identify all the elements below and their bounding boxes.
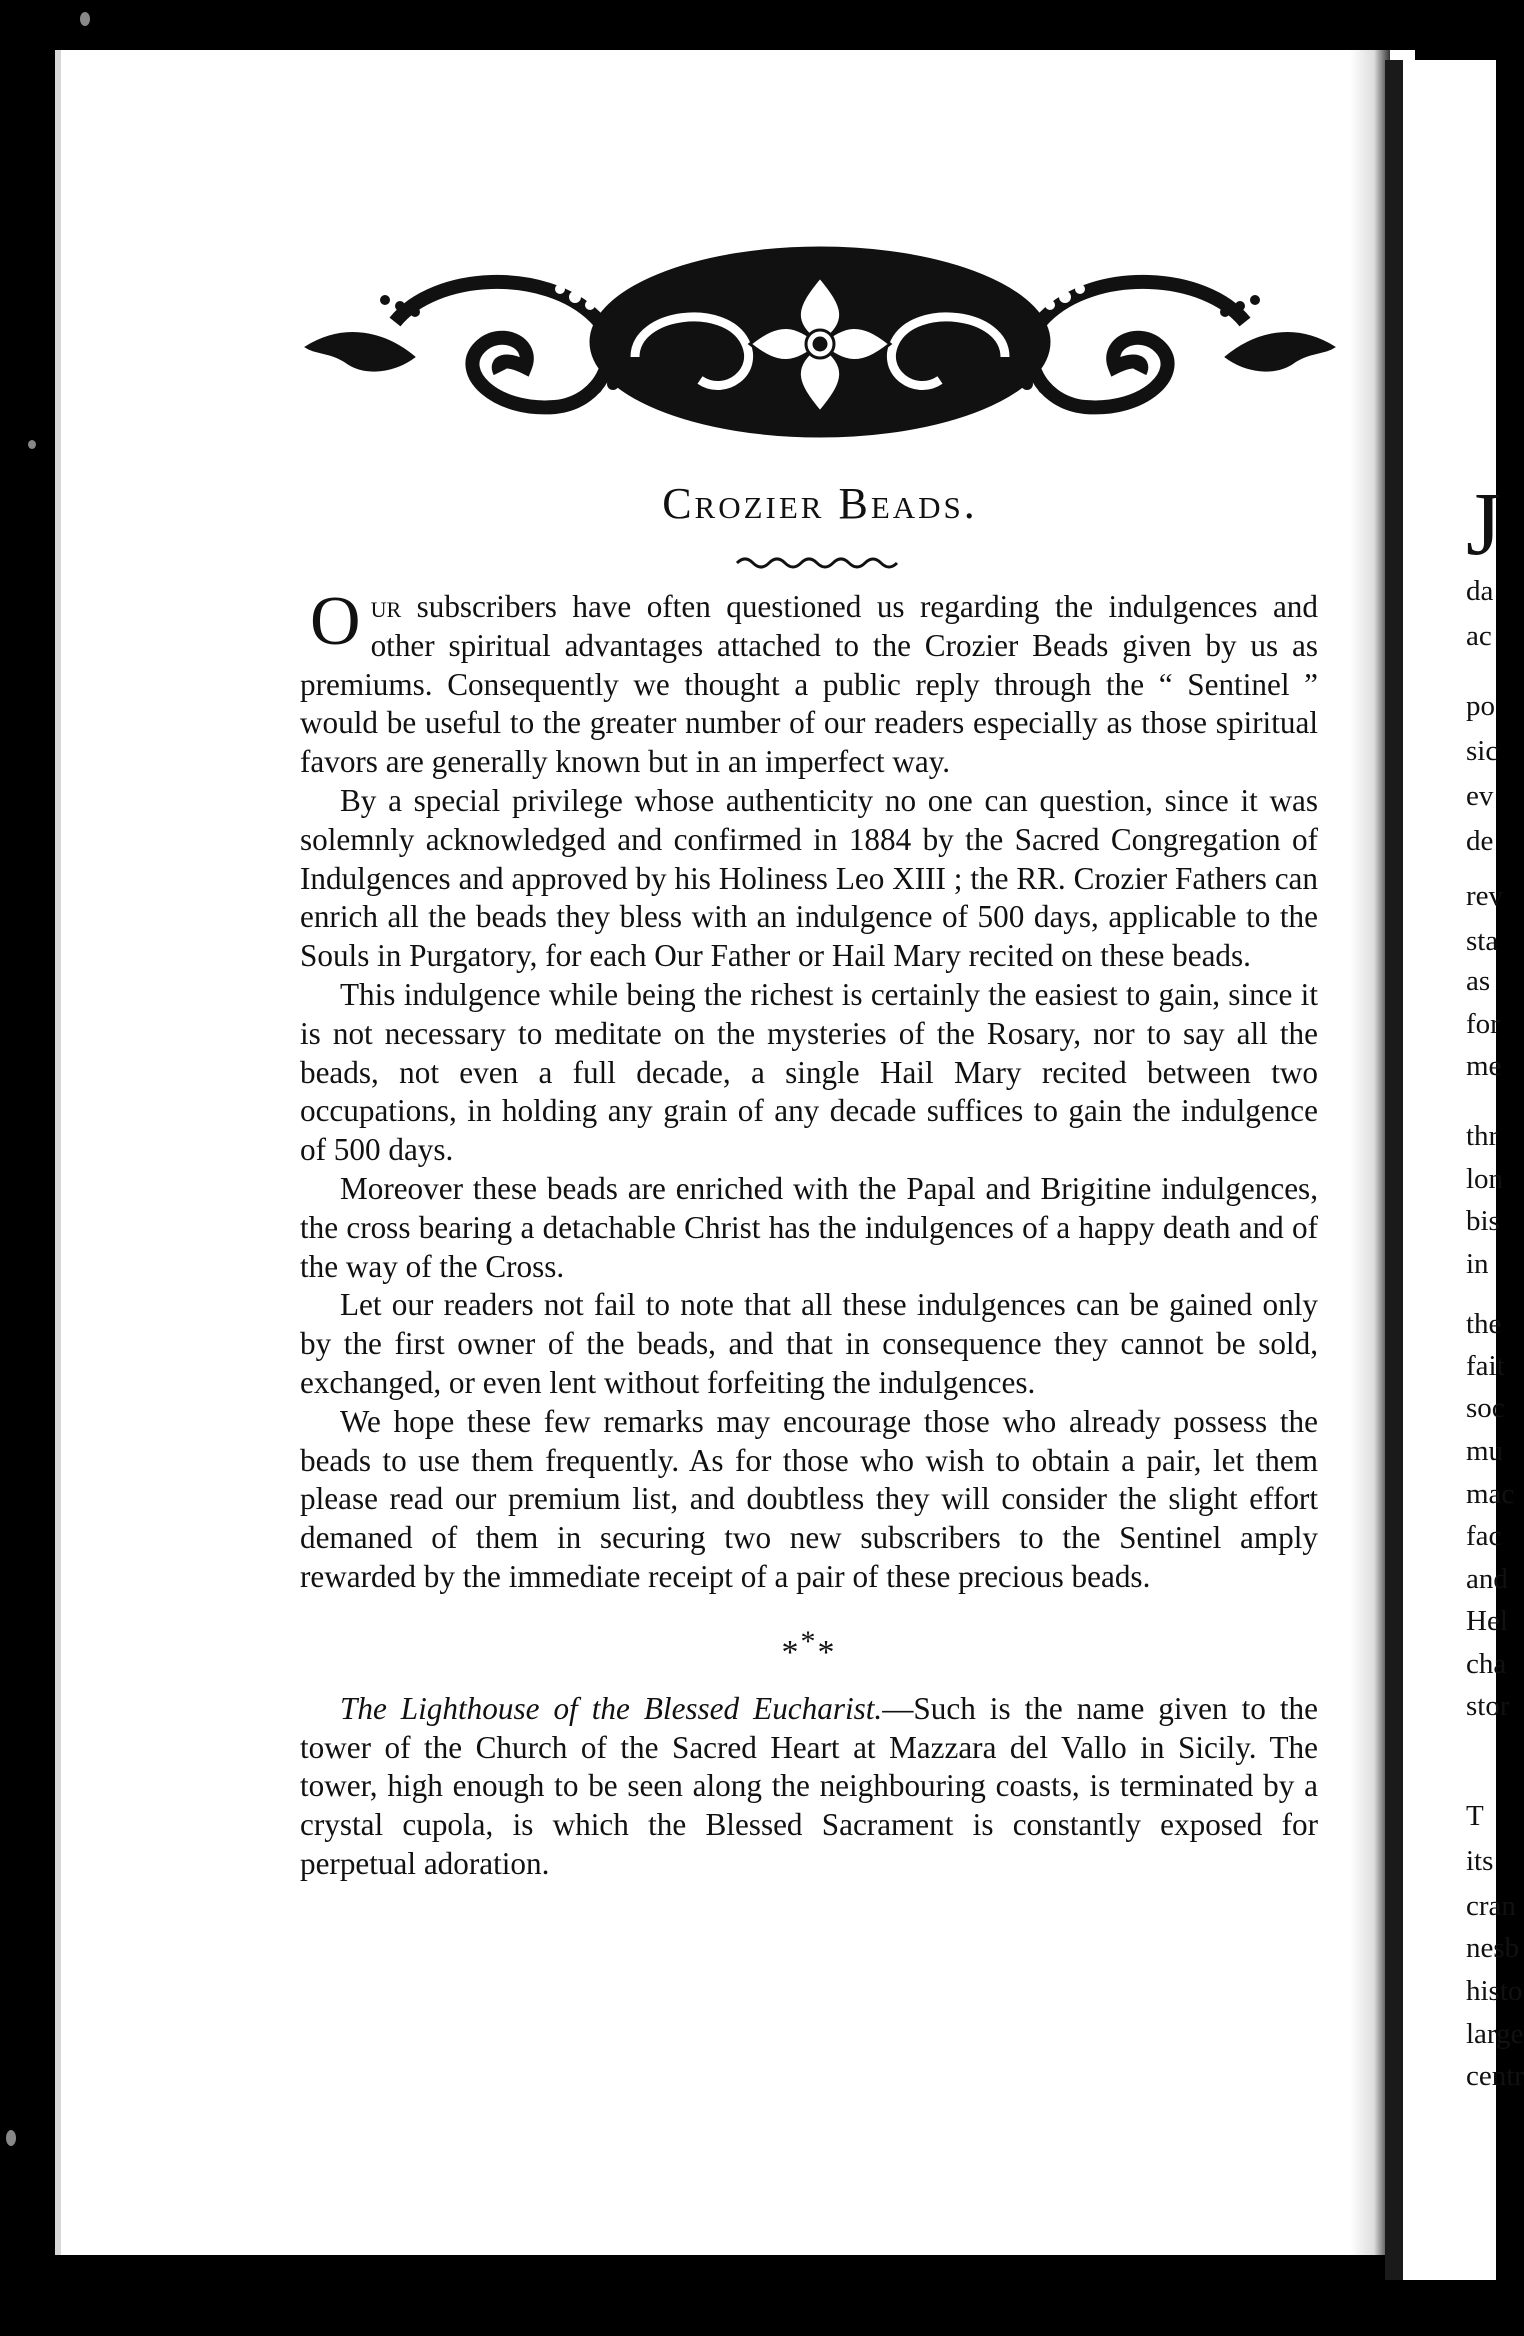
- margin-fragment: bis: [1466, 1205, 1500, 1237]
- paragraph: Moreover these beads are enriched with the Papal and Brigitine indulgences, the cross bearing a detachable Christ has the indulgences of a happy death and of the way of the Cross.: [300, 1170, 1318, 1284]
- article-body: [300, 583, 1318, 1884]
- margin-fragment: and: [1466, 1563, 1508, 1595]
- margin-fragment: de: [1466, 825, 1494, 857]
- wavy-rule: [735, 553, 905, 571]
- margin-fragment: in: [1466, 1248, 1489, 1280]
- drop-cap: O: [310, 583, 361, 660]
- page-gutter: [1350, 50, 1390, 2255]
- paragraph: By a special privilege whose authenticity no one can question, since it was solemnly acknowledged and confirmed in 1884 by the Sacred Congregation of Indulgences and approved by his Holiness Leo XIII ; the RR. Crozier Fathers can enrich all the beads they bless with an indulgence of 500 days, applicable to the Souls in Purgatory, for each Our Father or Hail Mary recited on these beads.: [300, 782, 1318, 974]
- paragraph: Let our readers not fail to note that all these indulgences can be gained only by the first owner of the beads, and that in consequence they cannot be sold, exchanged, or even lent without forfeiting the indulgences.: [300, 1287, 1318, 1400]
- scan-speck: [6, 2130, 16, 2146]
- margin-fragment: Hel: [1466, 1605, 1508, 1637]
- margin-fragment: da: [1466, 575, 1494, 607]
- margin-fragment: large: [1466, 2018, 1524, 2050]
- margin-fragment: as: [1466, 965, 1491, 997]
- lighthouse-text: —Such is the name given to the tower of the Church of the Sacred Heart at Mazzara del Vallo in Sicily. The tower, high enough to be seen along the neighbouring coasts, is terminated by a crystal cupola, is which the Blessed Sacrament is constantly exposed for perpetual adoration.: [300, 1690, 1318, 1881]
- margin-fragment: stor: [1466, 1690, 1510, 1722]
- paragraph-text: subscribers have often questioned us regarding the indulgences and other spiritual advantages attached to the Crozier Beads given by us as premiums. Consequently we thought a public reply through the “ Sentinel ” would be useful to the greater number of our readers especially as those spiritual favors are generally known but in an imperfect way.: [300, 589, 1318, 780]
- first-word-rest: ur: [370, 589, 402, 624]
- asterism-separator: ***: [781, 1624, 837, 1671]
- lighthouse-paragraph: [300, 1690, 1318, 1884]
- margin-fragment: thr: [1466, 1120, 1499, 1152]
- margin-fragment: po: [1466, 690, 1495, 722]
- margin-fragment: sic: [1466, 735, 1499, 767]
- paragraph: We hope these few remarks may encourage those who already possess the beads to use them frequently. As for those who wish to obtain a pair, let them please read our premium list, and doubtless they will consider the slight effort demaned of them in securing two new subscribers to the Sentinel amply rewarded by the immediate receipt of a pair of these precious beads.: [300, 1403, 1318, 1594]
- margin-fragment: fait: [1466, 1350, 1505, 1382]
- article-title: Crozier Beads.: [662, 479, 978, 528]
- ornamental-headpiece: [305, 262, 1335, 452]
- scan-speck: [28, 440, 36, 449]
- margin-fragment: ev: [1466, 780, 1494, 812]
- margin-fragment: fac: [1466, 1520, 1502, 1552]
- margin-fragment: for: [1466, 1008, 1500, 1040]
- margin-fragment: cran: [1466, 1890, 1516, 1922]
- margin-fragment: lon: [1466, 1163, 1504, 1195]
- margin-fragment: sta: [1466, 925, 1499, 957]
- margin-fragment: ac: [1466, 620, 1492, 652]
- margin-fragment: J: [1466, 475, 1502, 574]
- scan-speck: [80, 12, 90, 26]
- lighthouse-heading: The Lighthouse of the Blessed Eucharist.: [340, 1690, 883, 1726]
- margin-fragment: mu: [1466, 1435, 1504, 1467]
- margin-fragment: the: [1466, 1308, 1502, 1340]
- margin-fragment: its: [1466, 1845, 1494, 1877]
- margin-fragment: cha: [1466, 1648, 1507, 1680]
- margin-fragment: me: [1466, 1050, 1502, 1082]
- margin-fragment: centr: [1466, 2060, 1524, 2092]
- margin-fragment: histo: [1466, 1975, 1523, 2007]
- margin-fragment: nesb: [1466, 1932, 1520, 1964]
- paragraph: This indulgence while being the richest is certainly the easiest to gain, since it is not necessary to meditate on the mysteries of the Rosary, nor to say all the beads, not even a full decade, a single Hail Mary recited between two occupations, in holding any grain of any decade suffices to gain the indulgence of 500 days.: [300, 976, 1318, 1168]
- margin-fragment: rev: [1466, 880, 1504, 912]
- paragraph: [300, 583, 1318, 782]
- margin-fragment: T: [1466, 1800, 1484, 1832]
- margin-fragment: soc: [1466, 1392, 1505, 1424]
- margin-fragment: mac: [1466, 1478, 1515, 1510]
